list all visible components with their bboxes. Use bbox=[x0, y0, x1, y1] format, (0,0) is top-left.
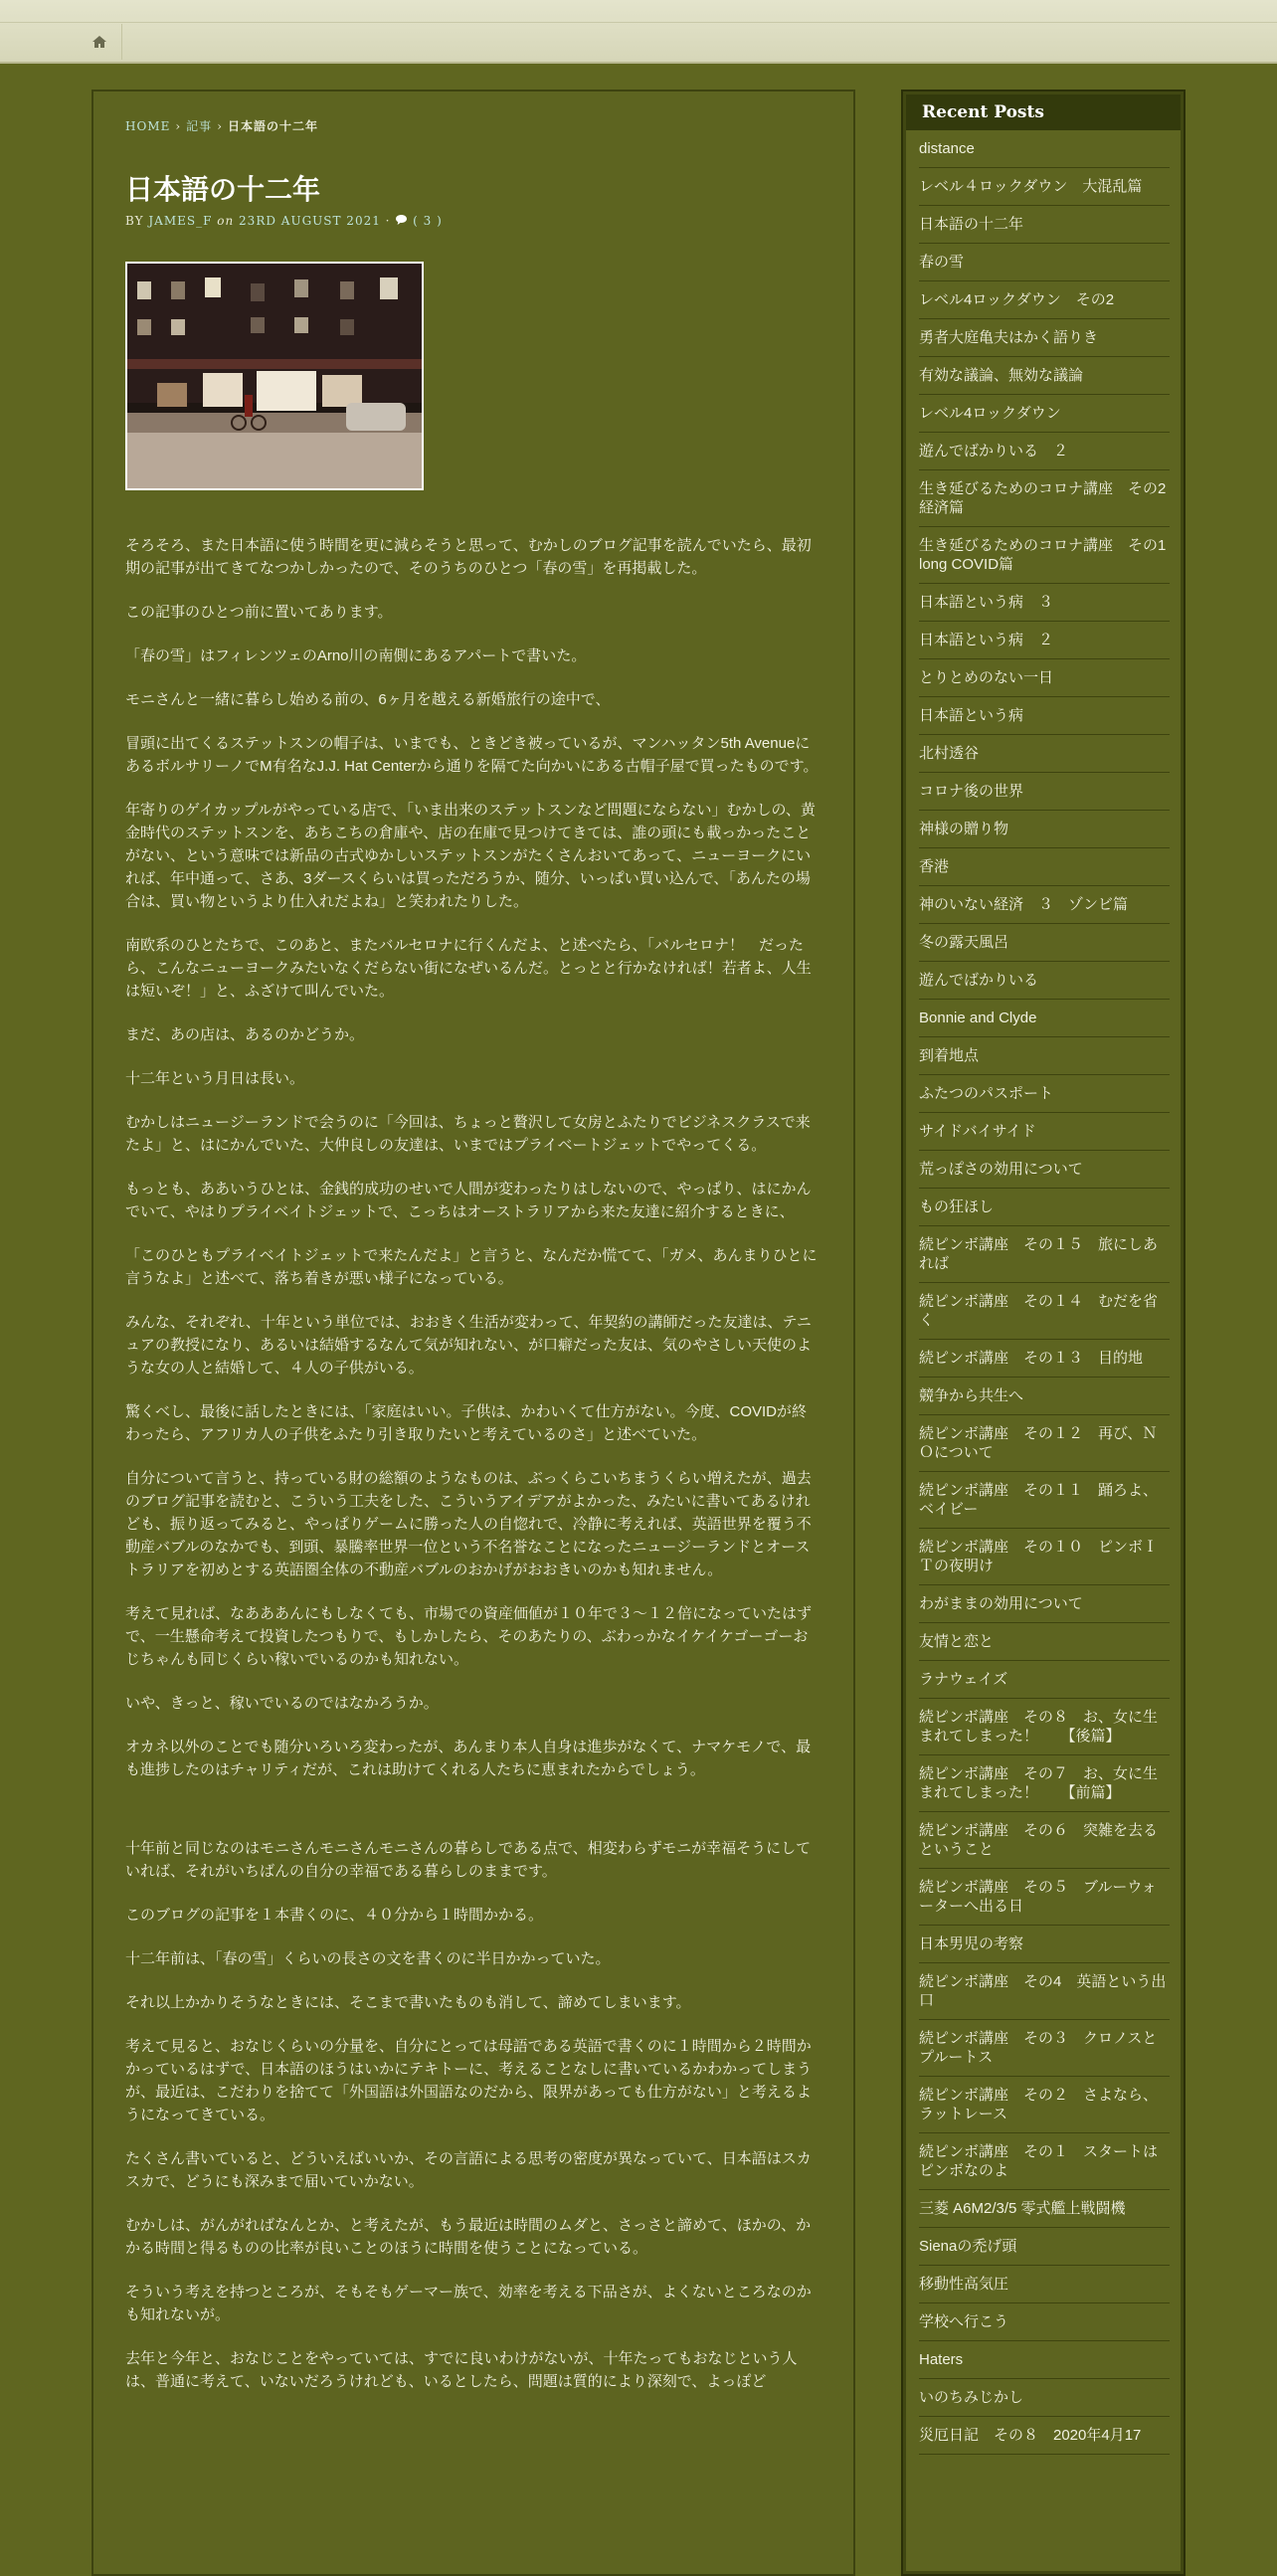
comments-count: 3 bbox=[423, 214, 433, 228]
recent-post-link[interactable]: ふたつのパスポート bbox=[919, 1085, 1054, 1102]
recent-post-link[interactable]: 日本男児の考察 bbox=[919, 1935, 1024, 1952]
post-paragraph: この記事のひとつ前に置いてあります。 bbox=[125, 604, 393, 621]
post-paragraph: そういう考えを持つところが、そもそもゲーマー族で、効率を考える下品さが、よくないところなのかも知れないが。 bbox=[125, 2284, 812, 2323]
recent-post-item bbox=[919, 1623, 1170, 1661]
recent-post-item bbox=[919, 1585, 1170, 1623]
recent-post-link[interactable]: コロナ後の世界 bbox=[919, 783, 1024, 800]
post-date-link[interactable]: 23RD AUGUST 2021 bbox=[239, 214, 381, 228]
post-paragraph: 十二年前は、「春の雪」くらいの長さの文を書くのに半日かかっていた。 bbox=[125, 1950, 611, 1967]
recent-post-item bbox=[919, 1037, 1170, 1075]
post-paragraph: オカネ以外のことでも随分いろいろ変わったが、あんまり本人自身は進歩がなくて、ナマケモノで、最も進捗したのはチャリティだが、これは助けてくれる人たちに恵まれたからでしょう。 bbox=[125, 1739, 812, 1778]
post-paragraph: まだ、あの店は、あるのかどうか。 bbox=[125, 1026, 365, 1043]
post-meta bbox=[125, 214, 821, 228]
meta-on: on bbox=[217, 214, 235, 228]
recent-post-link[interactable]: 続ピンボ講座 その１１ 踊ろよ、ベイビー bbox=[919, 1482, 1159, 1518]
author-link[interactable]: JAMES_F bbox=[148, 214, 213, 228]
post-paragraph: そろそろ、また日本語に使う時間を更に減らそうと思って、むかしのブログ記事を読んでいたら、最初期の記事が出てきてなつかしかったので、そのうちのひとつ「春の雪」を再掲載した。 bbox=[125, 537, 812, 577]
post-paragraph: 「このひともプライベイトジェットで来たんだよ」と言うと、なんだか慌てて、「ガメ、あんまりひとに言うなよ」と述べて、落ち着きが悪い様子になっている。 bbox=[125, 1247, 818, 1287]
recent-post-item bbox=[919, 2379, 1170, 2417]
recent-post-item bbox=[919, 2077, 1170, 2133]
post-paragraph: 十二年という月日は長い。 bbox=[125, 1070, 305, 1087]
breadcrumb-current: 日本語の十二年 bbox=[228, 119, 319, 133]
recent-post-link[interactable]: Haters bbox=[919, 2351, 964, 2368]
post-paragraph: 去年と今年と、おなじことをやっていては、すでに良いわけがないが、十年たってもおなじという人は、普通に考えて、いないだろうけれども、いるとしたら、問題は質的により深刻で、よっぽど bbox=[125, 2350, 798, 2390]
recent-post-link[interactable]: Sienaの禿げ頭 bbox=[919, 2238, 1017, 2255]
recent-posts-list bbox=[903, 130, 1184, 2455]
recent-post-item bbox=[919, 1189, 1170, 1226]
post-paragraph: 十年前と同じなのはモニさんモニさんモニさんの暮らしである点で、相変わらずモニが幸福そうにしていれば、それがいちばんの自分の幸福である暮らしのままです。 bbox=[125, 1840, 812, 1880]
recent-post-item bbox=[919, 1283, 1170, 1340]
recent-post-item bbox=[919, 886, 1170, 924]
post-paragraph: モニさんと一緒に暮らし始める前の、6ヶ月を越える新婚旅行の途中で、 bbox=[125, 691, 611, 708]
post-paragraph: 自分について言うと、持っている財の総額のようなものは、ぶっくらこいちまうくらい増えたが、過去のブログ記事を読むと、こういう工夫をした、こういうアイデアがよかった、みたいに書いてあるけれども、振り返ってみると、やっぱりゲームに勝った人の自惚れで、冷静に考えれば、英語世界を覆う不動産バブルのなかでも、到頭、暴騰率世界一位という不名誉なことになったニュージーランドとオーストラリアを初めとする英語圏全体の不動産バブルのおかげがおおきいのかも知れません。 bbox=[125, 1470, 812, 1578]
recent-post-item bbox=[919, 395, 1170, 433]
recent-post-item bbox=[919, 848, 1170, 886]
recent-post-item bbox=[919, 1755, 1170, 1812]
meta-dot: · bbox=[385, 214, 391, 228]
post-paragraph: もっとも、ああいうひとは、金銭的成功のせいで人間が変わったりはしないので、やっぱり、はにかんでいて、やはりプライベイトジェットで、こっちはオーストラリアから来た友達に紹介するときに、 bbox=[125, 1181, 812, 1220]
recent-post-item bbox=[919, 1812, 1170, 1869]
recent-post-item bbox=[919, 1869, 1170, 1926]
recent-post-link[interactable]: 続ピンボ講座 その１０ ピンボＩＴの夜明け bbox=[919, 1539, 1159, 1574]
comments-link[interactable]: ( 3 ) bbox=[395, 214, 443, 228]
recent-post-item bbox=[919, 2341, 1170, 2379]
recent-post-item bbox=[919, 470, 1182, 527]
recent-post-item bbox=[919, 735, 1170, 773]
recent-post-item bbox=[919, 1000, 1170, 1037]
meta-by: BY bbox=[125, 214, 144, 228]
recent-post-link[interactable]: 続ピンボ講座 その３ クロノスとプルートス bbox=[919, 2030, 1158, 2066]
recent-post-link[interactable]: 日本語という病 ２ bbox=[919, 632, 1054, 648]
recent-post-link[interactable]: 日本語という病 bbox=[919, 707, 1024, 724]
recent-post-item bbox=[919, 2020, 1170, 2077]
recent-post-item bbox=[919, 130, 1170, 168]
recent-post-link[interactable]: もの狂ほし bbox=[919, 1198, 995, 1215]
recent-post-item bbox=[919, 1661, 1170, 1699]
post-paragraph: 考えて見ると、おなじくらいの分量を、自分にとっては母語である英語で書くのに１時間から２時間かかっているはずで、日本語のほうはいかにテキトーに、考えることなしに書いているかわかってしまうが、最近は、こだわりを捨てて「外国語は外国語なのだから、限界があっても仕方がない」と考えるようになってきている。 bbox=[125, 2038, 813, 2123]
recent-post-item bbox=[919, 1926, 1170, 1963]
comment-icon bbox=[395, 214, 408, 226]
recent-post-link[interactable]: distance bbox=[919, 140, 975, 157]
recent-post-item bbox=[919, 281, 1170, 319]
recent-posts-widget bbox=[901, 90, 1186, 2576]
recent-post-link[interactable]: 冬の露天風呂 bbox=[919, 934, 1009, 951]
recent-post-item bbox=[919, 1378, 1170, 1415]
recent-post-link[interactable]: 荒っぽさの効用について bbox=[919, 1161, 1083, 1178]
recent-post-item bbox=[919, 2228, 1170, 2266]
recent-post-link[interactable]: 続ピンボ講座 その１ スタートはピンボなのよ bbox=[919, 2143, 1159, 2179]
recent-post-link[interactable]: 続ピンボ講座 その１４ むだを省く bbox=[919, 1293, 1159, 1329]
recent-post-item bbox=[919, 2417, 1170, 2455]
breadcrumb bbox=[125, 117, 821, 134]
recent-post-item bbox=[919, 584, 1170, 622]
recent-post-link[interactable]: いのちみじかし bbox=[919, 2389, 1024, 2406]
recent-post-item bbox=[919, 1699, 1170, 1755]
breadcrumb-separator: › bbox=[217, 119, 223, 133]
post-paragraph: むかしはニュージーランドで会うのに「今回は、ちょっと贅沢して女房とふたりでビジネスクラスで来たよ」と、はにかんでいた、大仲良しの友達は、いまではプライベートジェットでやってくる。 bbox=[125, 1114, 811, 1154]
recent-post-item bbox=[919, 1113, 1170, 1151]
recent-post-item bbox=[919, 659, 1170, 697]
recent-post-link[interactable]: 生き延びるためのコロナ講座 その1 long COVID篇 bbox=[919, 537, 1182, 573]
post-paragraph: 「春の雪」はフィレンツェのArno川の南側にあるアパートで書いた。 bbox=[125, 647, 587, 664]
recent-post-link[interactable]: Bonnie and Clyde bbox=[919, 1010, 1037, 1026]
recent-post-item bbox=[919, 357, 1170, 395]
recent-post-item bbox=[919, 319, 1170, 357]
recent-post-item bbox=[919, 168, 1170, 206]
recent-post-item bbox=[919, 2190, 1170, 2228]
recent-post-link[interactable]: 勇者大庭亀夫はかく語りき bbox=[919, 329, 1099, 346]
home-icon bbox=[91, 34, 107, 50]
recent-post-item bbox=[919, 527, 1182, 584]
recent-post-item bbox=[919, 924, 1170, 962]
post-paragraph: 驚くべし、最後に話したときには、「家庭はいい。子供は、かわいくて仕方がない。今度、COVIDが終わったら、アフリカ人の子供をふたり引き取りたいと考えているのさ」と述べていた。 bbox=[125, 1403, 808, 1443]
recent-post-link[interactable]: ラナウェイズ bbox=[919, 1671, 1008, 1688]
recent-post-link[interactable]: レベル４ロックダウン 大混乱篇 bbox=[919, 178, 1143, 195]
top-bar-stripe bbox=[0, 22, 1277, 23]
article-panel bbox=[91, 90, 855, 2576]
post-paragraph: このブログの記事を１本書くのに、４０分から１時間かかる。 bbox=[125, 1907, 544, 1924]
recent-post-item bbox=[919, 433, 1170, 470]
widget-title: Recent Posts bbox=[906, 94, 1181, 130]
recent-post-item bbox=[919, 2303, 1170, 2341]
recent-post-link[interactable]: とりとめのない一日 bbox=[919, 669, 1054, 686]
recent-post-link[interactable]: 続ピンボ講座 その８ お、女に生まれてしまった！ 【後篇】 bbox=[919, 1709, 1159, 1745]
recent-post-item bbox=[919, 1529, 1170, 1585]
post-paragraph: 考えて見れば、なあああんにもしなくても、市場での資産価値が１０年で３～１２倍になっていたはずで、一生懸命考えて投資したつもりで、もしかしたら、そのあたりの、ぶわっかなイケイケゴーゴーおじちゃんも同じくらい稼いでいるのかも知れない。 bbox=[125, 1605, 813, 1668]
recent-post-link[interactable]: 続ピンボ講座 その６ 突雑を去るということ bbox=[919, 1822, 1159, 1858]
recent-post-item bbox=[919, 773, 1170, 811]
recent-post-link[interactable]: 北村透谷 bbox=[919, 745, 980, 762]
breadcrumb-home-link[interactable]: HOME bbox=[125, 119, 171, 133]
recent-post-link[interactable]: 三菱 A6M2/3/5 零式艦上戦闘機 bbox=[919, 2200, 1126, 2217]
recent-post-link[interactable]: 日本語という病 ３ bbox=[919, 594, 1054, 611]
recent-post-item bbox=[919, 622, 1170, 659]
recent-post-link[interactable]: 香港 bbox=[919, 858, 950, 875]
post-paragraph: たくさん書いていると、どういえばいいか、その言語による思考の密度が異なっていて、日本語はスカスカで、どうにも深みまで届いていかない。 bbox=[125, 2150, 812, 2190]
recent-post-link[interactable]: 競争から共生へ bbox=[919, 1387, 1024, 1404]
post-photo-snowy-street[interactable] bbox=[125, 262, 424, 490]
recent-post-link[interactable]: 続ピンボ講座 その１３ 目的地 bbox=[919, 1350, 1144, 1367]
recent-post-link[interactable]: 有効な議論、無効な議論 bbox=[919, 367, 1084, 384]
recent-post-item bbox=[919, 244, 1170, 281]
recent-post-link[interactable]: レベル4ロックダウン その2 bbox=[919, 291, 1115, 308]
breadcrumb-separator: › bbox=[175, 119, 182, 133]
recent-post-link[interactable]: 続ピンボ講座 その１５ 旅にしあれば bbox=[919, 1236, 1159, 1272]
recent-post-link[interactable]: 友情と恋と bbox=[919, 1633, 995, 1650]
post-content bbox=[125, 534, 821, 2393]
recent-post-link[interactable]: 生き延びるためのコロナ講座 その2 経済篇 bbox=[919, 480, 1182, 516]
post-paragraph: いや、きっと、稼いでいるのではなかろうか。 bbox=[125, 1695, 439, 1712]
recent-post-link[interactable]: 続ピンボ講座 その4 英語という出口 bbox=[919, 1973, 1167, 2009]
recent-post-item bbox=[919, 1151, 1170, 1189]
recent-post-link[interactable]: 続ピンボ講座 その７ お、女に生まれてしまった！ 【前篇】 bbox=[919, 1765, 1159, 1801]
recent-post-item bbox=[919, 1075, 1170, 1113]
post-paragraph: むかしは、がんがればなんとか、と考えたが、もう最近は時間のムダと、さっさと諦めて、ほかの、かかる時間と得るものの比率が良いことのほうに時間を使うことになっている。 bbox=[125, 2217, 812, 2257]
post-paragraph: 冒頭に出てくるステットスンの帽子は、いまでも、ときどき被っているが、マンハッタン5th AvenueにあるボルサリーノでM有名なJ.J. Hat Centerから通りを隔てた向かいにある古帽子屋で買ったものです。 bbox=[125, 735, 819, 775]
recent-post-item bbox=[919, 2266, 1170, 2303]
recent-post-link[interactable]: サイドバイサイド bbox=[919, 1123, 1036, 1140]
recent-post-item bbox=[919, 2133, 1170, 2190]
recent-post-item bbox=[919, 206, 1170, 244]
snowy-street-night-image bbox=[127, 264, 422, 488]
recent-post-link[interactable]: 移動性高気圧 bbox=[919, 2276, 1009, 2293]
recent-post-item bbox=[919, 1415, 1170, 1472]
recent-post-link[interactable]: 日本語の十二年 bbox=[919, 216, 1024, 233]
recent-post-item bbox=[919, 1340, 1170, 1378]
post-paragraph: みんな、それぞれ、十年という単位では、おおきく生活が変わって、年契約の講師だった友達は、テニュアの教授になり、あるいは結婚するなんて気が知れない、が口癖だった友は、気のやさしい天使のような女の人と結婚して、４人の子供がいる。 bbox=[125, 1314, 813, 1377]
recent-post-item bbox=[919, 697, 1170, 735]
post-paragraph: 年寄りのゲイカップルがやっている店で、「いま出来のステットスンなど問題にならない」むかしの、黄金時代のステットスンを、あちこちの倉庫や、店の在庫で見つけてきては、誰の頭にも載っかったことがない、という意味では新品の古式ゆかしいステットスンがたくさんおいてあって、ニューヨークにいれば、年中通って、さあ、3ダースくらいは買っただろうか、随分、いっぱい買い込んで、「あんたの場合は、買い物というより仕入れだよね」と笑われたりした。 bbox=[125, 802, 816, 910]
recent-post-item bbox=[919, 962, 1170, 1000]
recent-post-link[interactable]: 災厄日記 その８ 2020年4月17 bbox=[919, 2427, 1142, 2444]
recent-post-link[interactable]: 遊んでばかりいる ２ bbox=[919, 443, 1069, 460]
recent-post-link[interactable]: 続ピンボ講座 その２ さよなら、ラットレース bbox=[919, 2087, 1159, 2122]
breadcrumb-category-link[interactable]: 記事 bbox=[186, 119, 213, 133]
recent-post-link[interactable]: わがままの効用について bbox=[919, 1595, 1083, 1612]
home-button[interactable] bbox=[78, 24, 122, 60]
recent-post-link[interactable]: 到着地点 bbox=[919, 1047, 980, 1064]
recent-post-link[interactable]: 神のいない経済 ３ ゾンビ篇 bbox=[919, 896, 1129, 913]
recent-post-item bbox=[919, 1226, 1170, 1283]
recent-post-link[interactable]: レベル4ロックダウン bbox=[919, 405, 1061, 422]
recent-post-link[interactable]: 学校へ行こう bbox=[919, 2313, 1009, 2330]
recent-post-link[interactable]: 神様の贈り物 bbox=[919, 821, 1009, 837]
post-paragraph: 南欧系のひとたちで、このあと、またバルセロナに行くんだよ、と述べたら、「バルセロナ！ だったら、こんなニューヨークみたいなくだらない街になぜいるんだ。とっとと行かなければ！若者よ、人生は短いぞ！」と、ふざけて叫んでいた。 bbox=[125, 937, 812, 1000]
recent-post-link[interactable]: 遊んでばかりいる bbox=[919, 972, 1039, 989]
recent-post-item bbox=[919, 1963, 1170, 2020]
recent-post-item bbox=[919, 1472, 1170, 1529]
recent-post-item bbox=[919, 811, 1170, 848]
recent-post-link[interactable]: 続ピンボ講座 その１２ 再び、ＮＯについて bbox=[919, 1425, 1158, 1461]
post-paragraph: それ以上かかりそうなときには、そこまで書いたものも消して、諦めてしまいます。 bbox=[125, 1994, 691, 2011]
post-title: 日本語の十二年 bbox=[125, 173, 321, 206]
recent-post-link[interactable]: 春の雪 bbox=[919, 254, 965, 271]
top-navigation-bar bbox=[0, 0, 1277, 64]
recent-post-link[interactable]: 続ピンボ講座 その５ ブルーウォーターへ出る日 bbox=[919, 1879, 1157, 1915]
